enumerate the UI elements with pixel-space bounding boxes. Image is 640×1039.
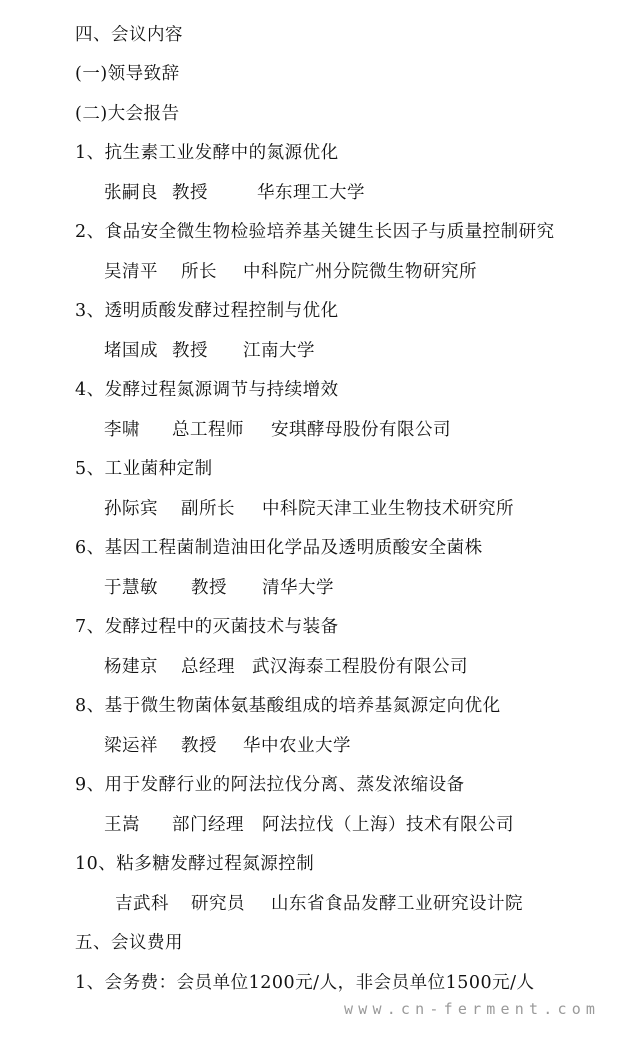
- speaker-name: 吉武科: [115, 894, 169, 914]
- report-title-text: 3、透明质酸发酵过程控制与优化: [75, 301, 339, 321]
- report-title-text: 10、粘多糖发酵过程氮源控制: [75, 854, 315, 874]
- section-heading-text: 五、会议费用: [75, 933, 183, 953]
- report-title-text: 9、用于发酵行业的阿法拉伐分离、蒸发浓缩设备: [75, 775, 465, 795]
- report-title-text: 7、发酵过程中的灭菌技术与装备: [75, 617, 339, 637]
- speaker-role: 总经理: [181, 657, 235, 677]
- speaker-org: 华中农业大学: [243, 736, 351, 756]
- report-title-text: 1、抗生素工业发酵中的氮源优化: [75, 143, 339, 163]
- speaker-role: 总工程师: [172, 420, 244, 440]
- speaker-role: 教授: [191, 578, 227, 598]
- speaker-role: 副所长: [181, 499, 235, 519]
- speaker-name: 吴清平: [104, 262, 158, 282]
- watermark: www.cn-ferment.com: [344, 1000, 601, 1018]
- section-heading-text: 四、会议内容: [75, 25, 183, 45]
- speaker-org: 武汉海泰工程股份有限公司: [252, 657, 468, 677]
- speaker-org: 江南大学: [243, 341, 315, 361]
- speaker-name: 孙际宾: [104, 499, 158, 519]
- speaker-role: 教授: [172, 341, 208, 361]
- speaker-name: 堵国成: [104, 341, 158, 361]
- subsection-heading-text: (一)领导致辞: [75, 64, 180, 84]
- fee-line-text: 1、会务费：会员单位1200元/人，非会员单位1500元/人: [75, 973, 535, 993]
- speaker-name: 于慧敏: [104, 578, 158, 598]
- speaker-name: 李啸: [104, 420, 140, 440]
- speaker-org: 安琪酵母股份有限公司: [271, 420, 451, 440]
- speaker-org: 华东理工大学: [257, 183, 365, 203]
- speaker-org: 中科院广州分院微生物研究所: [243, 262, 477, 282]
- speaker-org: 阿法拉伐（上海）技术有限公司: [262, 815, 514, 835]
- speaker-name: 张嗣良: [104, 183, 158, 203]
- speaker-role: 教授: [181, 736, 217, 756]
- report-title-text: 6、基因工程菌制造油田化学品及透明质酸安全菌株: [75, 538, 483, 558]
- speaker-org: 清华大学: [262, 578, 334, 598]
- subsection-heading-text: (二)大会报告: [75, 104, 180, 124]
- report-title-text: 2、食品安全微生物检验培养基关键生长因子与质量控制研究: [75, 222, 555, 242]
- speaker-org: 山东省食品发酵工业研究设计院: [271, 894, 523, 914]
- speaker-role: 教授: [172, 183, 208, 203]
- speaker-role: 研究员: [191, 894, 245, 914]
- report-title-text: 8、基于微生物菌体氨基酸组成的培养基氮源定向优化: [75, 696, 501, 716]
- speaker-name: 王嵩: [104, 815, 140, 835]
- report-title-text: 4、发酵过程氮源调节与持续增效: [75, 380, 339, 400]
- speaker-role: 所长: [181, 262, 217, 282]
- speaker-role: 部门经理: [172, 815, 244, 835]
- speaker-name: 梁运祥: [104, 736, 158, 756]
- speaker-name: 杨建京: [104, 657, 158, 677]
- speaker-org: 中科院天津工业生物技术研究所: [262, 499, 514, 519]
- report-title-text: 5、工业菌种定制: [75, 459, 213, 479]
